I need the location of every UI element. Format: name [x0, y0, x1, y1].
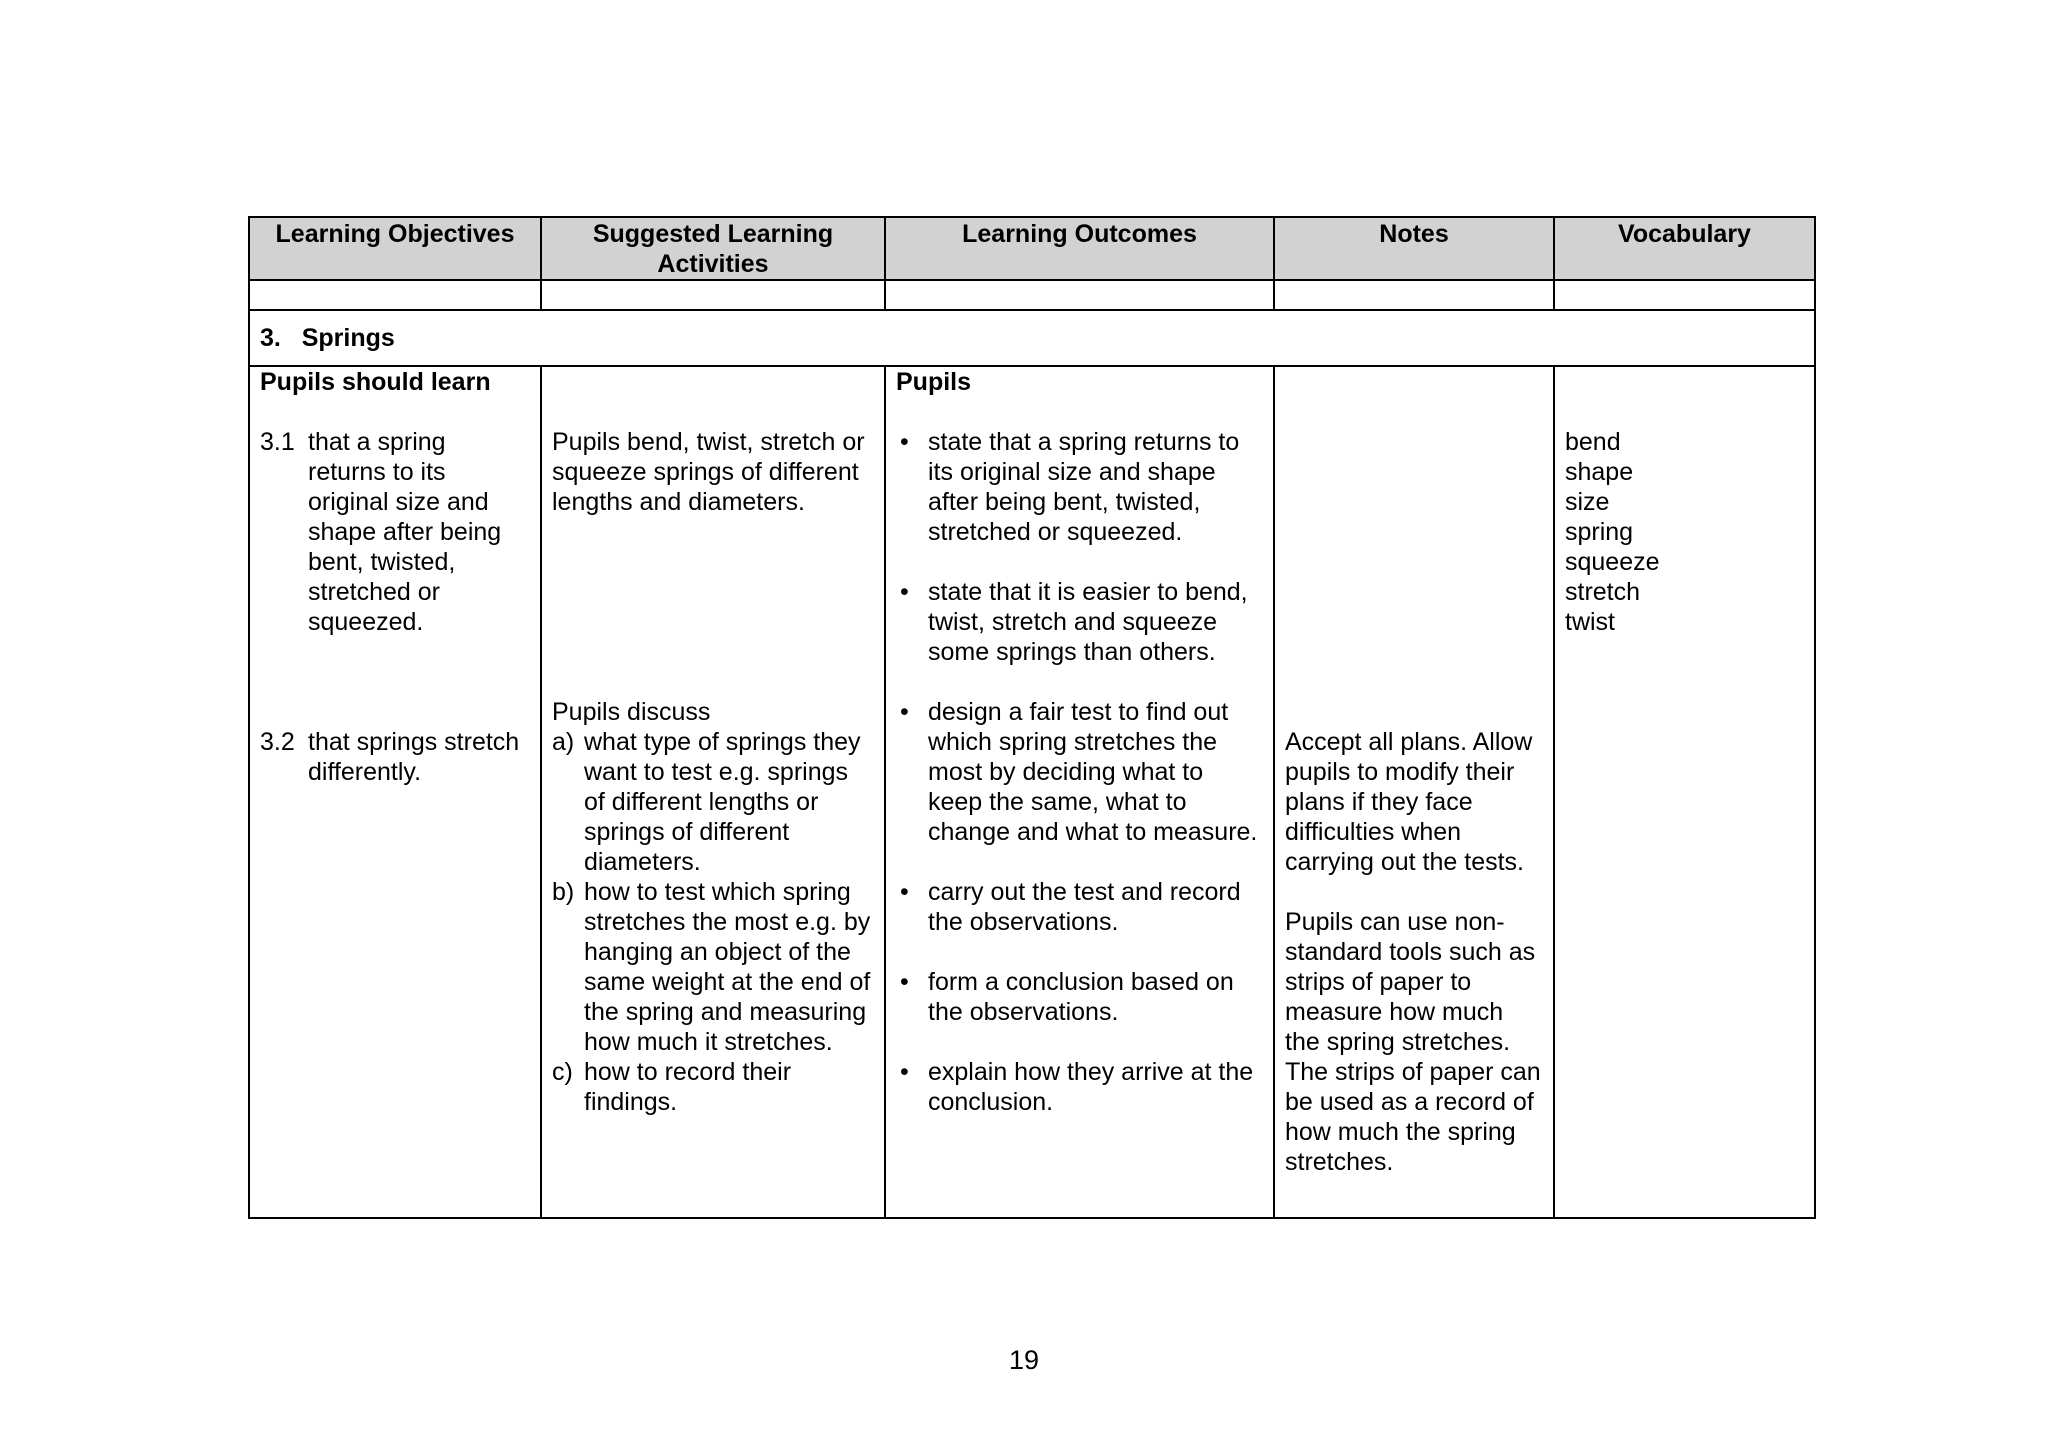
activity-sub-text: how to record their findings.: [584, 1058, 792, 1116]
objective-text: that a spring returns to its original size and shape after being bent, twisted, stretched or squeezed.: [308, 428, 502, 636]
header-suggested-activities: Suggested Learning Activities: [541, 217, 885, 280]
objective-text: that springs stretch differently.: [308, 728, 520, 786]
outcome-item: • design a fair test to find out which spring stretches the most by deciding what to keep the same, what to change and what to measure.: [896, 697, 1263, 847]
content-row: [249, 366, 1815, 1218]
activities-cell: [541, 366, 885, 1218]
activity-sub-letter: b): [552, 878, 575, 906]
outcome-item: • explain how they arrive at the conclusion.: [896, 1057, 1263, 1117]
bullet-icon: •: [900, 968, 909, 996]
activity-sub-text: how to test which spring stretches the most e.g. by hanging an object of the same weight at the end of the spring and measuring how much it stretches.: [584, 878, 871, 1056]
bullet-icon: •: [900, 428, 909, 456]
activity-sub-item: [552, 877, 874, 1057]
bullet-icon: •: [900, 878, 909, 906]
objective-item: [260, 427, 530, 637]
header-vocabulary: Vocabulary: [1554, 217, 1815, 280]
outcome-item: • carry out the test and record the observations.: [896, 877, 1263, 937]
activity-sub-item: [552, 727, 874, 877]
section-title: Springs: [301, 324, 395, 352]
header-row: [249, 217, 1815, 280]
bullet-icon: •: [900, 1058, 909, 1086]
section-row: [249, 310, 1815, 366]
objective-number: 3.1: [260, 428, 295, 456]
outcome-item: • state that it is easier to bend, twist, stretch and squeeze some springs than others.: [896, 577, 1263, 667]
vocabulary-word: spring: [1565, 518, 1634, 546]
note-paragraph: Accept all plans. Allow pupils to modify their plans if they face difficulties when carrying out the tests.: [1285, 728, 1533, 876]
objective-item: [260, 727, 530, 787]
activity-sub-item: [552, 1057, 874, 1117]
outcome-item: • form a conclusion based on the observations.: [896, 967, 1263, 1027]
outcomes-heading: Pupils: [896, 368, 972, 396]
activity-sub-letter: a): [552, 728, 575, 756]
objectives-cell: [249, 366, 541, 1218]
notes-cell: [1274, 366, 1554, 1218]
page-number: 19: [1008, 1345, 1040, 1375]
outcomes-list: [896, 427, 1263, 1117]
vocabulary-word: squeeze: [1565, 548, 1660, 576]
outcome-item: • state that a spring returns to its original size and shape after being bent, twisted, stretched or squeezed.: [896, 427, 1263, 547]
vocabulary-cell: [1554, 366, 1815, 1218]
bullet-icon: •: [900, 578, 909, 606]
activity-intro: Pupils discuss: [552, 698, 711, 726]
vocabulary-word: shape: [1565, 458, 1634, 486]
header-learning-outcomes: Learning Outcomes: [885, 217, 1274, 280]
curriculum-table: [248, 216, 1816, 1219]
note-paragraph: Pupils can use non-standard tools such as strips of paper to measure how much the spring stretches. The strips of paper can be used as a record of how much the spring stretches.: [1285, 908, 1541, 1176]
activity-paragraph: Pupils bend, twist, stretch or squeeze springs of different lengths and diameters.: [552, 428, 865, 516]
vocabulary-word: bend: [1565, 428, 1621, 456]
activity-sub-letter: c): [552, 1058, 573, 1086]
objective-number: 3.2: [260, 728, 295, 756]
vocabulary-word: size: [1565, 488, 1610, 516]
bullet-icon: •: [900, 698, 909, 726]
header-notes: Notes: [1274, 217, 1554, 280]
header-learning-objectives: Learning Objectives: [249, 217, 541, 280]
vocabulary-word: stretch: [1565, 578, 1641, 606]
activity-sub-text: what type of springs they want to test e.g. springs of different lengths or springs of different diameters.: [584, 728, 861, 876]
section-title-cell: [249, 310, 1815, 366]
vocabulary-word: twist: [1565, 608, 1615, 636]
objectives-heading: Pupils should learn: [260, 368, 491, 396]
section-number: 3.: [260, 324, 281, 352]
outcomes-cell: [885, 366, 1274, 1218]
empty-row: [249, 280, 1815, 310]
